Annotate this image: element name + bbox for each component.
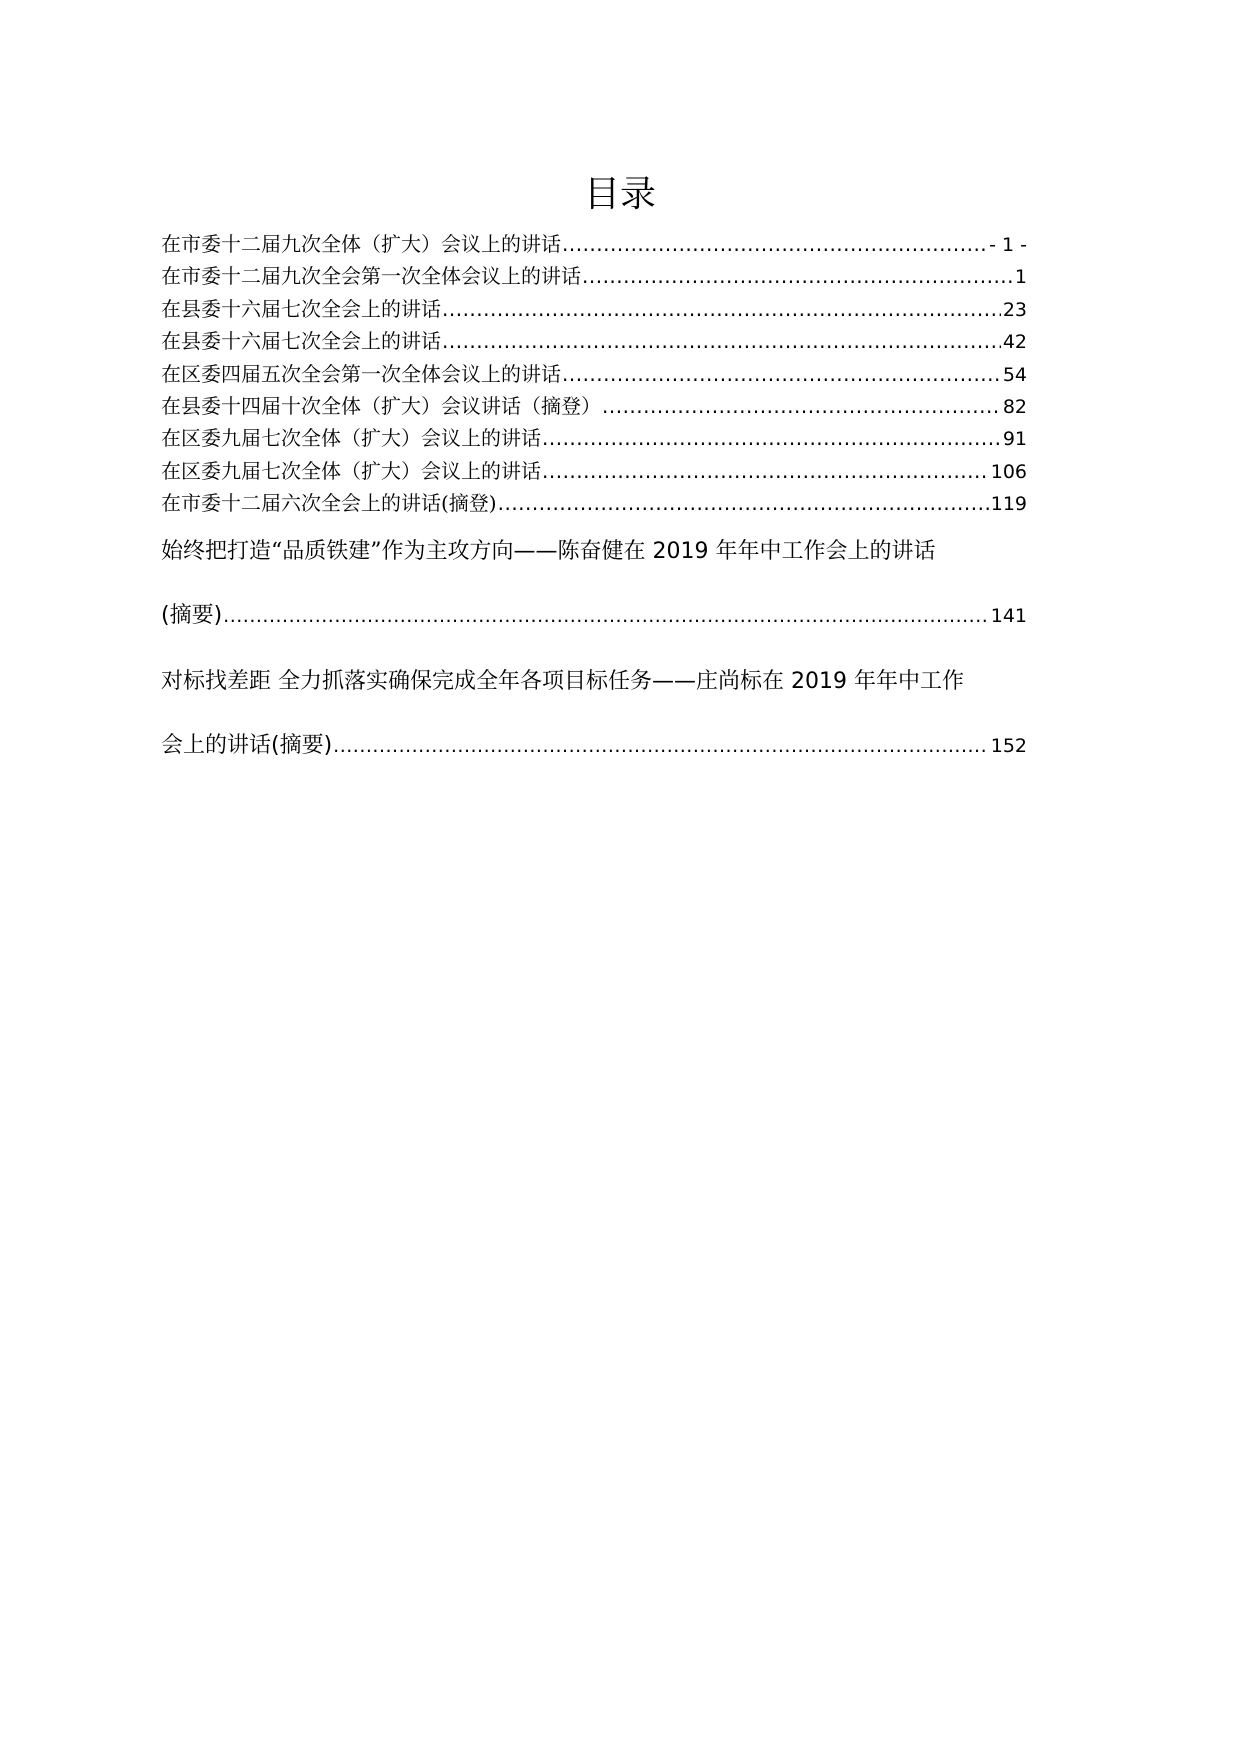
toc-entry-title: 在区委九届七次全体（扩大）会议上的讲话 bbox=[161, 426, 541, 451]
dot-leader bbox=[223, 596, 989, 636]
dot-leader bbox=[582, 260, 1013, 292]
dot-leader bbox=[442, 325, 1001, 357]
toc-page-number: 42 bbox=[1002, 331, 1027, 354]
toc-entry[interactable] bbox=[161, 390, 1027, 422]
toc-entry-title: 在县委十六届七次全会上的讲话 bbox=[161, 329, 441, 354]
toc-page-number: - 1 - bbox=[989, 234, 1027, 256]
toc-entry[interactable] bbox=[161, 487, 1027, 519]
toc-entry[interactable] bbox=[161, 260, 1027, 292]
toc-long-entry-line2 bbox=[161, 596, 1027, 636]
toc-page-number: 106 bbox=[990, 460, 1027, 483]
toc-entry-title: 在市委十二届六次全会上的讲话(摘登) bbox=[161, 491, 497, 516]
dot-leader bbox=[542, 455, 989, 487]
toc-entry[interactable] bbox=[161, 358, 1027, 390]
dot-leader bbox=[562, 228, 987, 260]
toc-page-number: 141 bbox=[990, 605, 1027, 627]
toc-long-entry[interactable] bbox=[161, 532, 1091, 636]
toc-long-entry-rest: ——庄尚标在 2019 年年中工作 bbox=[652, 669, 964, 694]
toc-long-entry-line2 bbox=[161, 726, 1027, 766]
toc-long-entry-lead: 对标找差距 全力抓落实确保完成全年各项目标任务 bbox=[161, 669, 652, 694]
toc-entry[interactable] bbox=[161, 455, 1027, 487]
toc-entry[interactable] bbox=[161, 325, 1027, 357]
toc-long-entry[interactable] bbox=[161, 662, 1091, 766]
toc-page-number: 1 bbox=[1014, 266, 1027, 289]
toc-long-entry-line1 bbox=[161, 662, 1091, 726]
toc-long-entry-line1 bbox=[161, 532, 1091, 596]
dot-leader bbox=[333, 726, 989, 766]
toc-list bbox=[161, 228, 1027, 520]
toc-page-number: 54 bbox=[1002, 363, 1027, 386]
toc-page-number: 82 bbox=[1002, 395, 1027, 418]
toc-entry[interactable] bbox=[161, 228, 1027, 260]
toc-entry-title: 在区委四届五次全会第一次全体会议上的讲话 bbox=[161, 361, 561, 386]
dot-leader bbox=[498, 487, 989, 519]
toc-long-entry-continuation: (摘要) bbox=[161, 603, 223, 628]
toc-entry-title: 在市委十二届九次全体（扩大）会议上的讲话 bbox=[161, 232, 561, 256]
dot-leader bbox=[442, 293, 1001, 325]
toc-entry[interactable] bbox=[161, 293, 1027, 325]
toc-page-number: 152 bbox=[990, 735, 1027, 757]
toc-entry-title: 在区委九届七次全体（扩大）会议上的讲话 bbox=[161, 458, 541, 483]
toc-title: 目录 bbox=[583, 174, 656, 215]
toc-long-entry-continuation: 会上的讲话(摘要) bbox=[161, 733, 333, 758]
toc-entry-title: 在市委十二届九次全会第一次全体会议上的讲话 bbox=[161, 264, 581, 289]
toc-page-number: 91 bbox=[1002, 428, 1027, 451]
toc-entry-title: 在县委十六届七次全会上的讲话 bbox=[161, 296, 441, 321]
dot-leader bbox=[542, 422, 1001, 454]
toc-long-entry-lead: 始终把打造“品质铁建”作为主攻方向 bbox=[161, 539, 514, 564]
toc-entry-title: 在县委十四届十次全体（扩大）会议讲话（摘登） bbox=[161, 393, 601, 418]
toc-entry[interactable] bbox=[161, 422, 1027, 454]
toc-page-number: 119 bbox=[990, 493, 1027, 516]
toc-page-number: 23 bbox=[1002, 298, 1027, 321]
toc-long-entry-rest: ——陈奋健在 2019 年年中工作会上的讲话 bbox=[513, 539, 936, 564]
dot-leader bbox=[562, 358, 1001, 390]
dot-leader bbox=[602, 390, 1001, 422]
